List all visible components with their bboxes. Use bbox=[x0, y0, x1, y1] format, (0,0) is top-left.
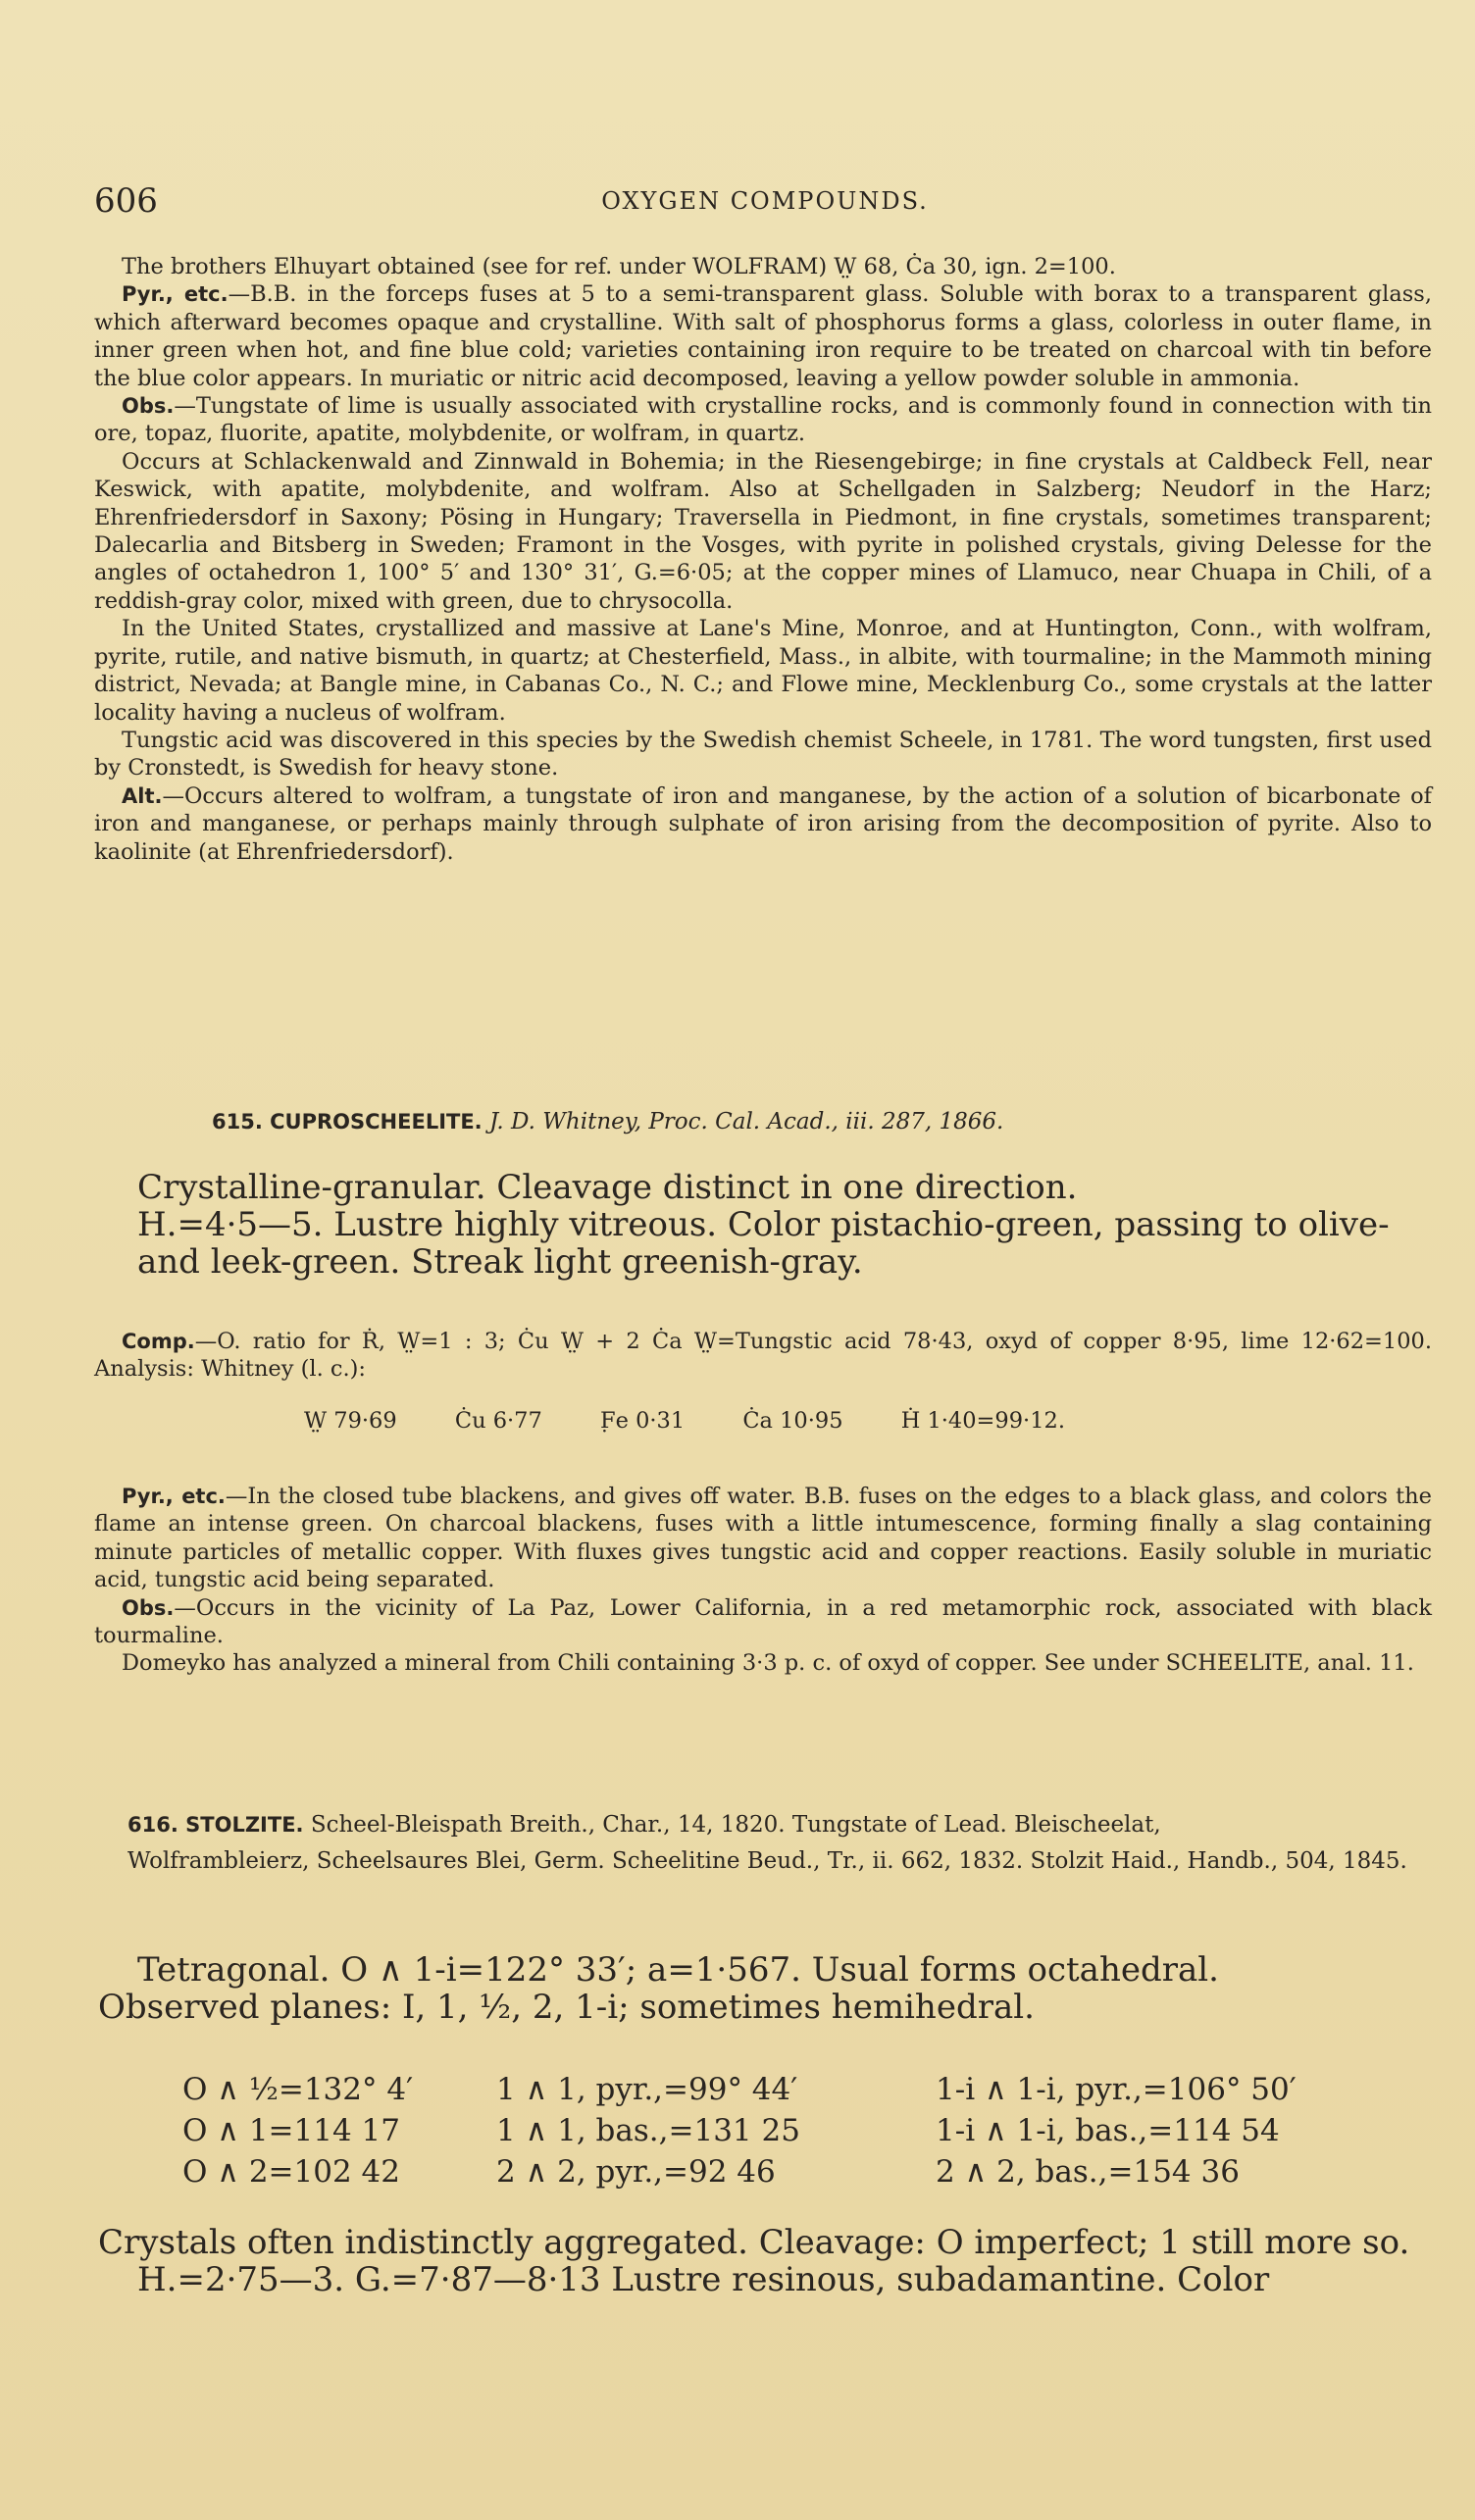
cleavage-line: Crystalline-granular. Cleavage distinct in one direction. bbox=[137, 1168, 1078, 1207]
pyr-paragraph-615: Pyr., etc.—In the closed tube blackens, and gives off water. B.B. fuses on the edges to a black glass, and colors the flame an intense green. On charcoal blackens, fuses with a little intumescence, forming finally a slag containing minute particles of metallic copper. With fluxes gives tungstic acid and copper reactions. Easily soluble in muriatic acid, tungstic acid being separated. bbox=[94, 1484, 1432, 1593]
aggregation-line: Crystals often indistinctly aggregated. Cleavage: O imperfect; 1 still more so. bbox=[98, 2223, 1410, 2262]
comp-paragraph: Comp.—O. ratio for Ṙ, W̤=1 : 3; Ċu W̤ + 2 Ċa W̤=Tungstic acid 78·43, oxyd of copper 8·95, lime 12·62=100. Analysis: Whitney (l. c.): bbox=[94, 1329, 1432, 1383]
hardness-lustre-line: H.=4·5—5. Lustre highly vitreous. Color pistachio-green, passing to olive- and leek-green. Streak light greenish-gray. bbox=[137, 1205, 1390, 1282]
section-615-heading: 615. CUPROSCHEELITE. J. D. Whitney, Proc. Cal. Acad., iii. 287, 1866. bbox=[212, 1109, 1004, 1134]
section-615-properties bbox=[94, 1483, 1432, 1678]
hardness-line-616: H.=2·75—3. G.=7·87—8·13 Lustre resinous, subadamantine. Color bbox=[137, 2260, 1270, 2299]
obs-paragraph: Obs.—Tungstate of lime is usually associated with crystalline rocks, and is commonly found in connection with tin ore, topaz, fluorite, apatite, molybdenite, or wolfram, in quartz. bbox=[94, 393, 1432, 447]
domeyko-paragraph: Domeyko has analyzed a mineral from Chili containing 3·3 p. c. of oxyd of copper. See under SCHEELITE, anal. 11. bbox=[122, 1650, 1414, 1677]
analysis-cu: Ċu 6·77 bbox=[454, 1408, 542, 1434]
elhuyart-analysis: The brothers Elhuyart obtained (see for ref. under WOLFRAM) W̤ 68, Ċa 30, ign. 2=100. bbox=[122, 254, 1116, 279]
alteration-paragraph: Alt.—Occurs altered to wolfram, a tungstate of iron and manganese, by the action of a solution of bicarbonate of iron and manganese, or perhaps mainly through sulphate of iron arising from the decomposition of pyrite. Also to kaolinite (at Ehrenfriedersdorf). bbox=[94, 782, 1432, 865]
history-paragraph: Tungstic acid was discovered in this species by the Swedish chemist Scheele, in 1781. The word tungsten, first used by Cronstedt, is Swedish for heavy stone. bbox=[94, 727, 1432, 781]
section-615-description bbox=[137, 1169, 1432, 1281]
occurrences-paragraph: Occurs at Schlackenwald and Zinnwald in Bohemia; in the Riesengebirge; in fine crystals at Caldbeck Fell, near Keswick, with apatite, molybdenite, and wolfram. Also at Schellgaden in Salzberg; Neudorf in the Harz; Ehrenfriedersdorf in Saxony; Pösing in Hungary; Traversella in Piedmont, in fine crystals, sometimes transparent; Dalecarlia and Bitsberg in Sweden; Framont in the Vosges, with pyrite in polished crystals, giving Delesse for the angles of octahedron 1, 100° 5′ and 130° 31′, G.=6·05; at the copper mines of Llamuco, near Chuapa in Chili, of a reddish-gray color, mixed with green, due to chrysocolla. bbox=[94, 448, 1432, 614]
running-title: OXYGEN COMPOUNDS. bbox=[601, 187, 929, 215]
page-number: 606 bbox=[94, 181, 158, 221]
table-row: O ∧ 1=114 17 1 ∧ 1, bas.,=131 25 1-i ∧ 1-i, bas.,=114 54 bbox=[182, 2113, 1280, 2148]
analysis-row bbox=[304, 1408, 1285, 1434]
obs-paragraph-615: Obs.—Occurs in the vicinity of La Paz, Lower California, in a red metamorphic rock, associated with black tourmaline. bbox=[94, 1594, 1432, 1649]
table-row: O ∧ 2=102 42 2 ∧ 2, pyr.,=92 46 2 ∧ 2, bas.,=154 36 bbox=[182, 2154, 1240, 2190]
section-614-text bbox=[94, 253, 1432, 866]
section-615-composition bbox=[94, 1328, 1432, 1384]
planes-line: Observed planes: I, 1, ½, 2, 1-i; sometimes hemihedral. bbox=[98, 1988, 1035, 2027]
section-616-synonyms: Wolframbleierz, Scheelsaures Blei, Germ. Scheelitine Beud., Tr., ii. 662, 1832. Stolzit Haid., Handb., 504, 1845. bbox=[127, 1848, 1407, 1874]
section-616-heading: 616. STOLZITE. Scheel-Bleispath Breith., Char., 14, 1820. Tungstate of Lead. Bleischeelat, bbox=[127, 1812, 1161, 1838]
section-616-physical bbox=[98, 2224, 1432, 2298]
tetragonal-line: Tetragonal. O ∧ 1-i=122° 33′; a=1·567. Usual forms octahedral. bbox=[137, 1950, 1219, 1990]
table-row: O ∧ ½=132° 4′ 1 ∧ 1, pyr.,=99° 44′ 1-i ∧ 1-i, pyr.,=106° 50′ bbox=[182, 2072, 1297, 2107]
pyr-paragraph: Pyr., etc.—B.B. in the forceps fuses at 5 to a semi-transparent glass. Soluble with borax to a transparent glass, which afterward becomes opaque and crystalline. With salt of phosphorus forms a glass, colorless in outer flame, in inner green when hot, and fine blue cold; varieties containing iron require to be treated on charcoal with tin before the blue color appears. In muriatic or nitric acid decomposed, leaving a yellow powder soluble in ammonia. bbox=[94, 281, 1432, 391]
us-occurrences-paragraph: In the United States, crystallized and massive at Lane's Mine, Monroe, and at Huntington, Conn., with wolfram, pyrite, rutile, and native bismuth, in quartz; at Chesterfield, Mass., in albite, with tourmaline; in the Mammoth mining district, Nevada; at Bangle mine, in Cabanas Co., N. C.; and Flowe mine, Mecklenburg Co., some crystals at the latter locality having a nucleus of wolfram. bbox=[94, 616, 1432, 726]
analysis-h: Ḣ 1·40=99·12. bbox=[900, 1408, 1065, 1434]
running-header bbox=[94, 181, 1436, 225]
section-616-crystallography bbox=[98, 1950, 1432, 2027]
angles-table bbox=[182, 2071, 1348, 2194]
analysis-ca: Ċa 10·95 bbox=[742, 1408, 843, 1434]
analysis-w: W̤ 79·69 bbox=[304, 1408, 397, 1434]
analysis-fe: F̣e 0·31 bbox=[599, 1408, 686, 1434]
